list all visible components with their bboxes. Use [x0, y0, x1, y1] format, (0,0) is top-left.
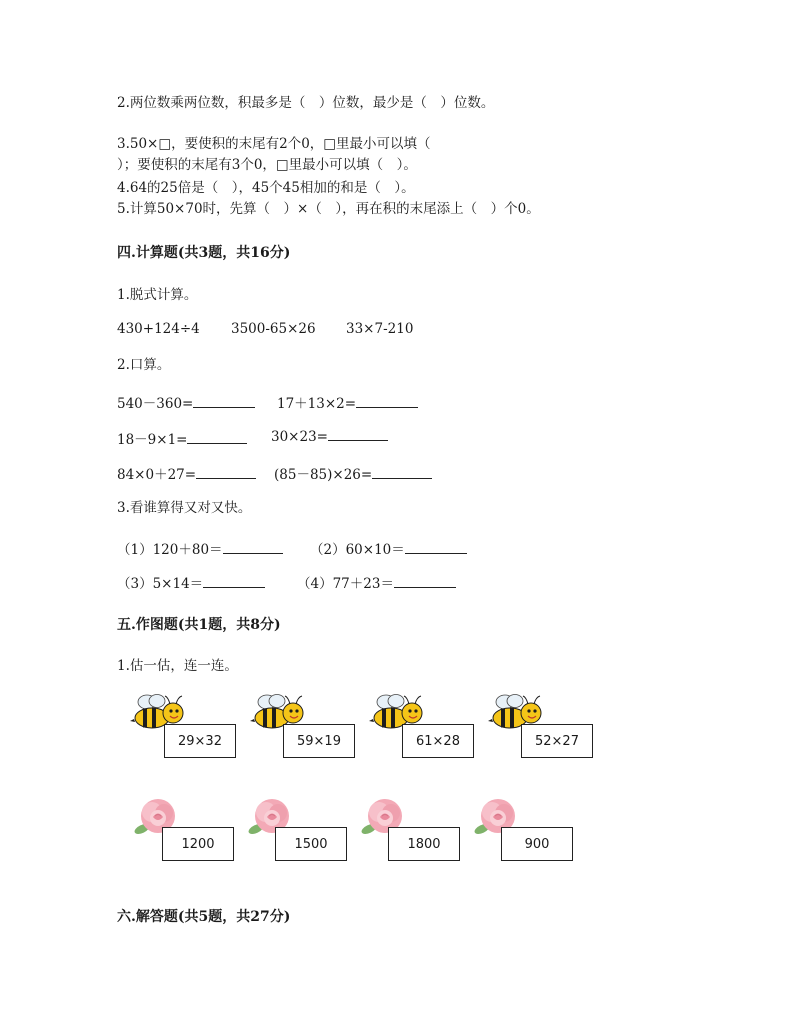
bee-expression-box[interactable]: 29×32	[164, 724, 236, 758]
quick-calc-item	[297, 572, 456, 592]
calc-q3-title: 3.看谁算得又对又快。	[117, 500, 252, 516]
section-6-heading: 六.解答题(共5题，共27分)	[117, 909, 291, 925]
question-2: 2.两位数乘两位数，积最多是（ ）位数，最少是（ ）位数。	[117, 95, 495, 111]
answer-blank[interactable]	[203, 575, 265, 588]
answer-blank[interactable]	[187, 431, 247, 444]
oral-calc-expression: 540－360=	[117, 396, 194, 412]
answer-blank[interactable]	[328, 428, 388, 441]
rose-value-box[interactable]: 1200	[162, 827, 234, 861]
rose-value-box[interactable]: 1500	[275, 827, 347, 861]
quick-calc-expression: （3）5×14＝	[117, 576, 204, 592]
oral-calc-item	[117, 392, 255, 412]
answer-blank[interactable]	[394, 575, 456, 588]
answer-blank[interactable]	[196, 466, 256, 479]
oral-calc-expression: 17＋13×2=	[277, 396, 357, 412]
oral-calc-item	[271, 428, 388, 445]
oral-calc-expression: 30×23=	[271, 429, 328, 445]
oral-calc-expression: 84×0＋27=	[117, 467, 197, 483]
bee-expression-box[interactable]: 59×19	[283, 724, 355, 758]
oral-calc-expression: 18－9×1=	[117, 432, 188, 448]
question-3-line-1: 3.50×□，要使积的末尾有2个0，□里最小可以填（	[117, 136, 431, 152]
answer-blank[interactable]	[372, 466, 432, 479]
oral-calc-expression: (85－85)×26=	[274, 467, 373, 483]
rose-value-box[interactable]: 1800	[388, 827, 460, 861]
quick-calc-item	[310, 538, 467, 558]
quick-calc-expression: （2）60×10＝	[310, 542, 405, 558]
question-3-line-2: ）；要使积的末尾有3个0，□里最小可以填（ ）。	[117, 157, 417, 173]
bee-expression-box[interactable]: 52×27	[521, 724, 593, 758]
calc-expression: 430+124÷4	[117, 321, 200, 337]
calc-q1-title: 1.脱式计算。	[117, 287, 198, 303]
answer-blank[interactable]	[223, 541, 283, 554]
section-4-heading: 四.计算题(共3题，共16分)	[117, 245, 291, 261]
oral-calc-item	[274, 463, 432, 483]
section-5-heading: 五.作图题(共1题，共8分)	[117, 617, 281, 633]
oral-calc-item	[117, 428, 247, 448]
quick-calc-item	[117, 572, 265, 592]
answer-blank[interactable]	[405, 541, 467, 554]
calc-expression: 3500-65×26	[231, 321, 316, 337]
quick-calc-expression: （1）120＋80＝	[117, 542, 223, 558]
calc-q2-title: 2.口算。	[117, 357, 171, 373]
oral-calc-item	[277, 392, 418, 412]
question-4: 4.64的25倍是（ ），45个45相加的和是（ ）。	[117, 180, 415, 196]
rose-value-box[interactable]: 900	[501, 827, 573, 861]
drawing-q1-title: 1.估一估，连一连。	[117, 658, 238, 674]
answer-blank[interactable]	[193, 395, 255, 408]
oral-calc-item	[117, 463, 256, 483]
quick-calc-item	[117, 538, 283, 558]
question-5: 5.计算50×70时，先算（ ）×（ ），再在积的末尾添上（ ）个0。	[117, 201, 540, 217]
calc-expression: 33×7-210	[346, 321, 414, 337]
answer-blank[interactable]	[356, 395, 418, 408]
bee-expression-box[interactable]: 61×28	[402, 724, 474, 758]
quick-calc-expression: （4）77＋23＝	[297, 576, 394, 592]
